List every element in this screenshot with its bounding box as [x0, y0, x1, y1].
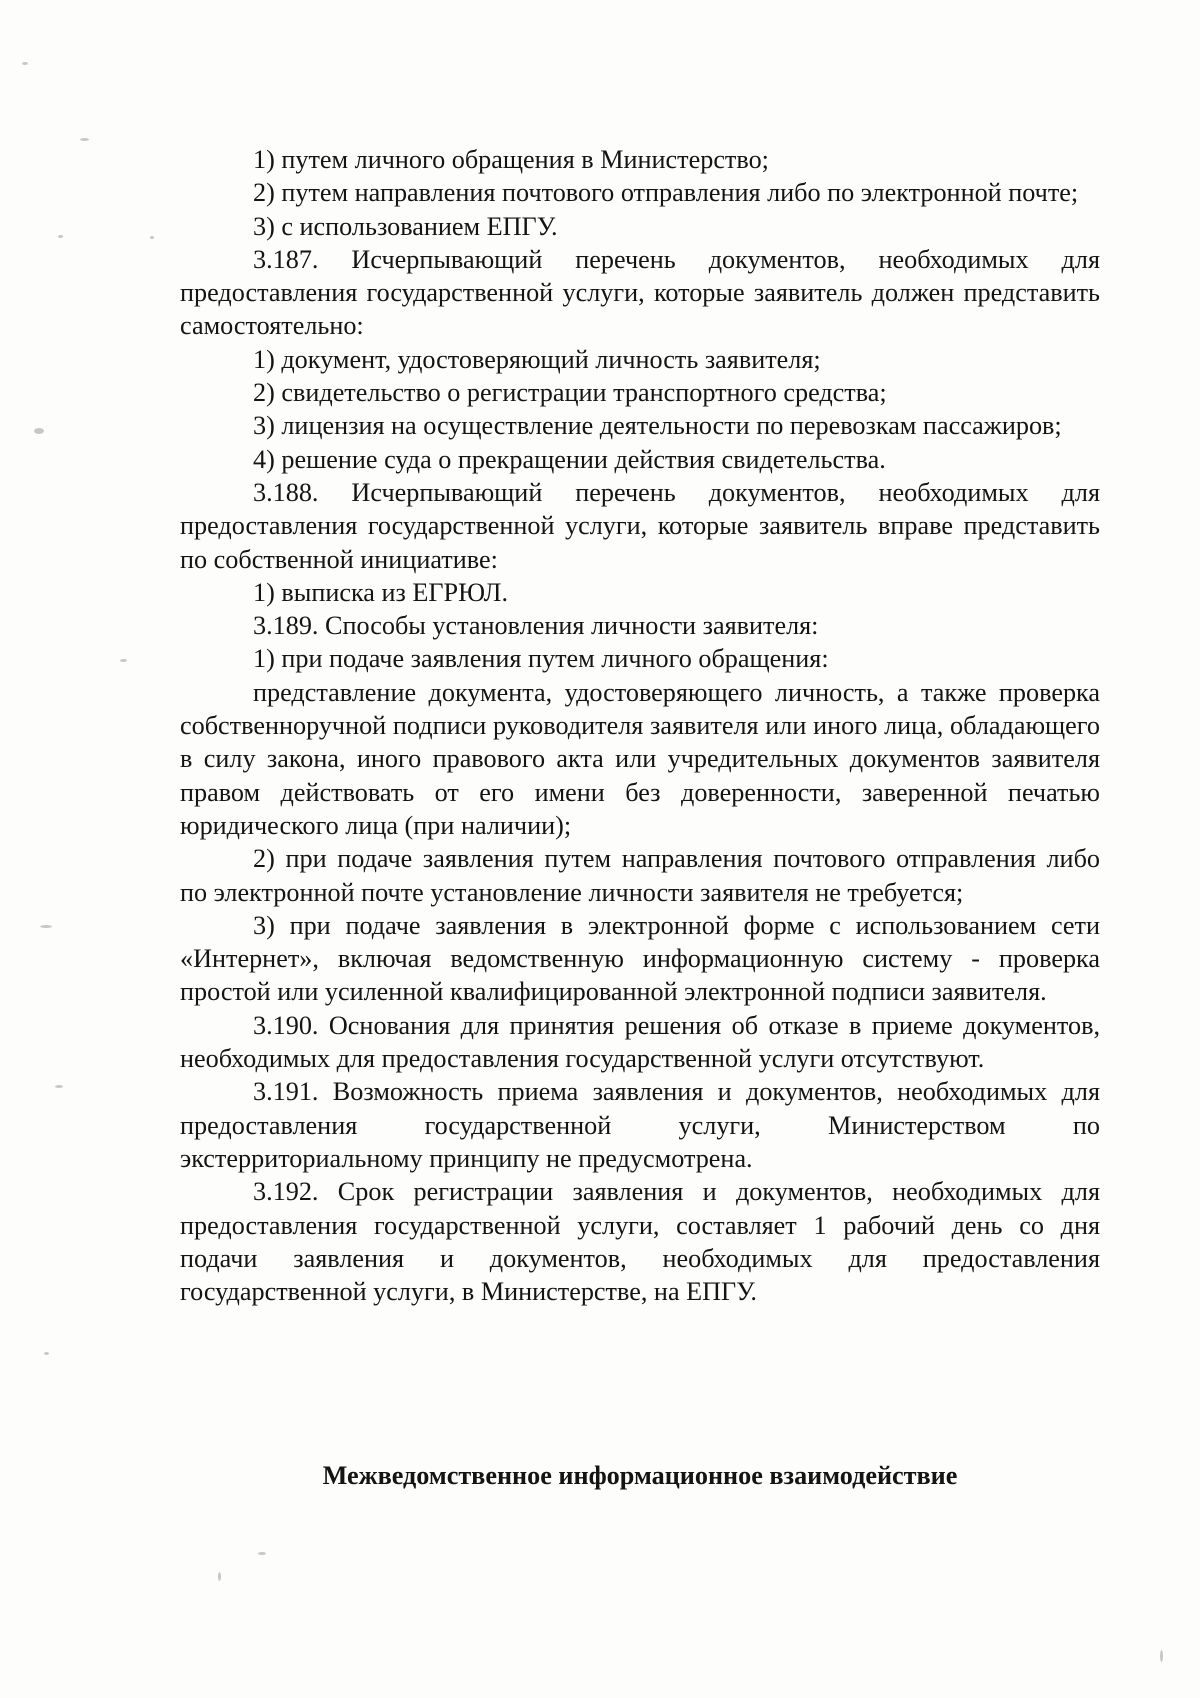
paragraph-personal-submission: 1) при подаче заявления путем личного обращения:	[253, 644, 829, 674]
document-body	[180, 143, 1100, 1308]
scan-speck	[150, 236, 154, 239]
scan-speck	[34, 428, 44, 434]
paragraph-postal-submission: 2) при подаче заявления путем направления почтового отправления либо по электронной почте установление личности заявителя не требуется;	[180, 844, 1100, 907]
scan-speck	[1160, 1650, 1163, 1662]
scan-speck	[40, 925, 52, 928]
paragraph-electronic-submission: 3) при подаче заявления в электронной форме с использованием сети «Интернет», включая ведомственную информационную систему - проверка простой или усиленной квалифицированной электронной подписи заявителя.	[180, 910, 1100, 1007]
paragraph-3-190: 3.190. Основания для принятия решения об отказе в приеме документов, необходимых для предоставления государственной услуги отсутствуют.	[180, 1010, 1100, 1074]
paragraph-document-presentation: представление документа, удостоверяющего личность, а также проверка собственноручной подписи руководителя заявителя или иного лица, обладающего в силу закона, иного правового акта или учредительных документов заявителя правом действовать от его имени без доверенности, заверенной печатью юридического лица (при наличии);	[180, 677, 1100, 840]
paragraph-submission-by-post: 2) путем направления почтового отправления либо по электронной почте;	[253, 178, 1079, 208]
paragraph-court-decision: 4) решение суда о прекращении действия свидетельства.	[253, 444, 886, 474]
section-heading: Межведомственное информационное взаимодействие	[322, 1461, 958, 1490]
paragraph-submission-in-person: 1) путем личного обращения в Министерство;	[253, 145, 769, 174]
paragraph-3-189: 3.189. Способы установления личности заявителя:	[253, 611, 819, 641]
paragraph-3-191: 3.191. Возможность приема заявления и документов, необходимых для предоставления государственной услуги, Министерством по экстерриториальному принципу не предусмотрена.	[180, 1077, 1100, 1173]
paragraph-3-187: 3.187. Исчерпывающий перечень документов, необходимых для предоставления государственной услуги, которые заявитель должен представить самостоятельно:	[180, 244, 1100, 341]
paragraph-3-192: 3.192. Срок регистрации заявления и документов, необходимых для предоставления государственной услуги, составляет 1 рабочий день со дня подачи заявления и документов, необходимых для предоставления государственной услуги, в Министерстве, на ЕПГУ.	[180, 1177, 1100, 1307]
scan-speck	[80, 138, 89, 141]
scan-speck	[55, 1085, 63, 1088]
paragraph-vehicle-certificate: 2) свидетельство о регистрации транспортного средства;	[253, 378, 887, 408]
scan-speck	[22, 62, 28, 65]
scan-speck	[44, 1352, 49, 1355]
scan-speck	[218, 1572, 221, 1581]
paragraph-submission-epgu: 3) с использованием ЕПГУ.	[253, 211, 558, 241]
scan-speck	[120, 659, 127, 662]
scan-speck	[58, 235, 63, 238]
scan-speck	[258, 1552, 266, 1555]
paragraph-3-188: 3.188. Исчерпывающий перечень документов, необходимых для предоставления государственной услуги, которые заявитель вправе представить по собственной инициативе:	[180, 477, 1100, 574]
paragraph-egrul-extract: 1) выписка из ЕГРЮЛ.	[253, 577, 508, 607]
paragraph-license: 3) лицензия на осуществление деятельности по перевозкам пассажиров;	[253, 411, 1062, 441]
paragraph-identity-document: 1) документ, удостоверяющий личность заявителя;	[253, 344, 821, 374]
